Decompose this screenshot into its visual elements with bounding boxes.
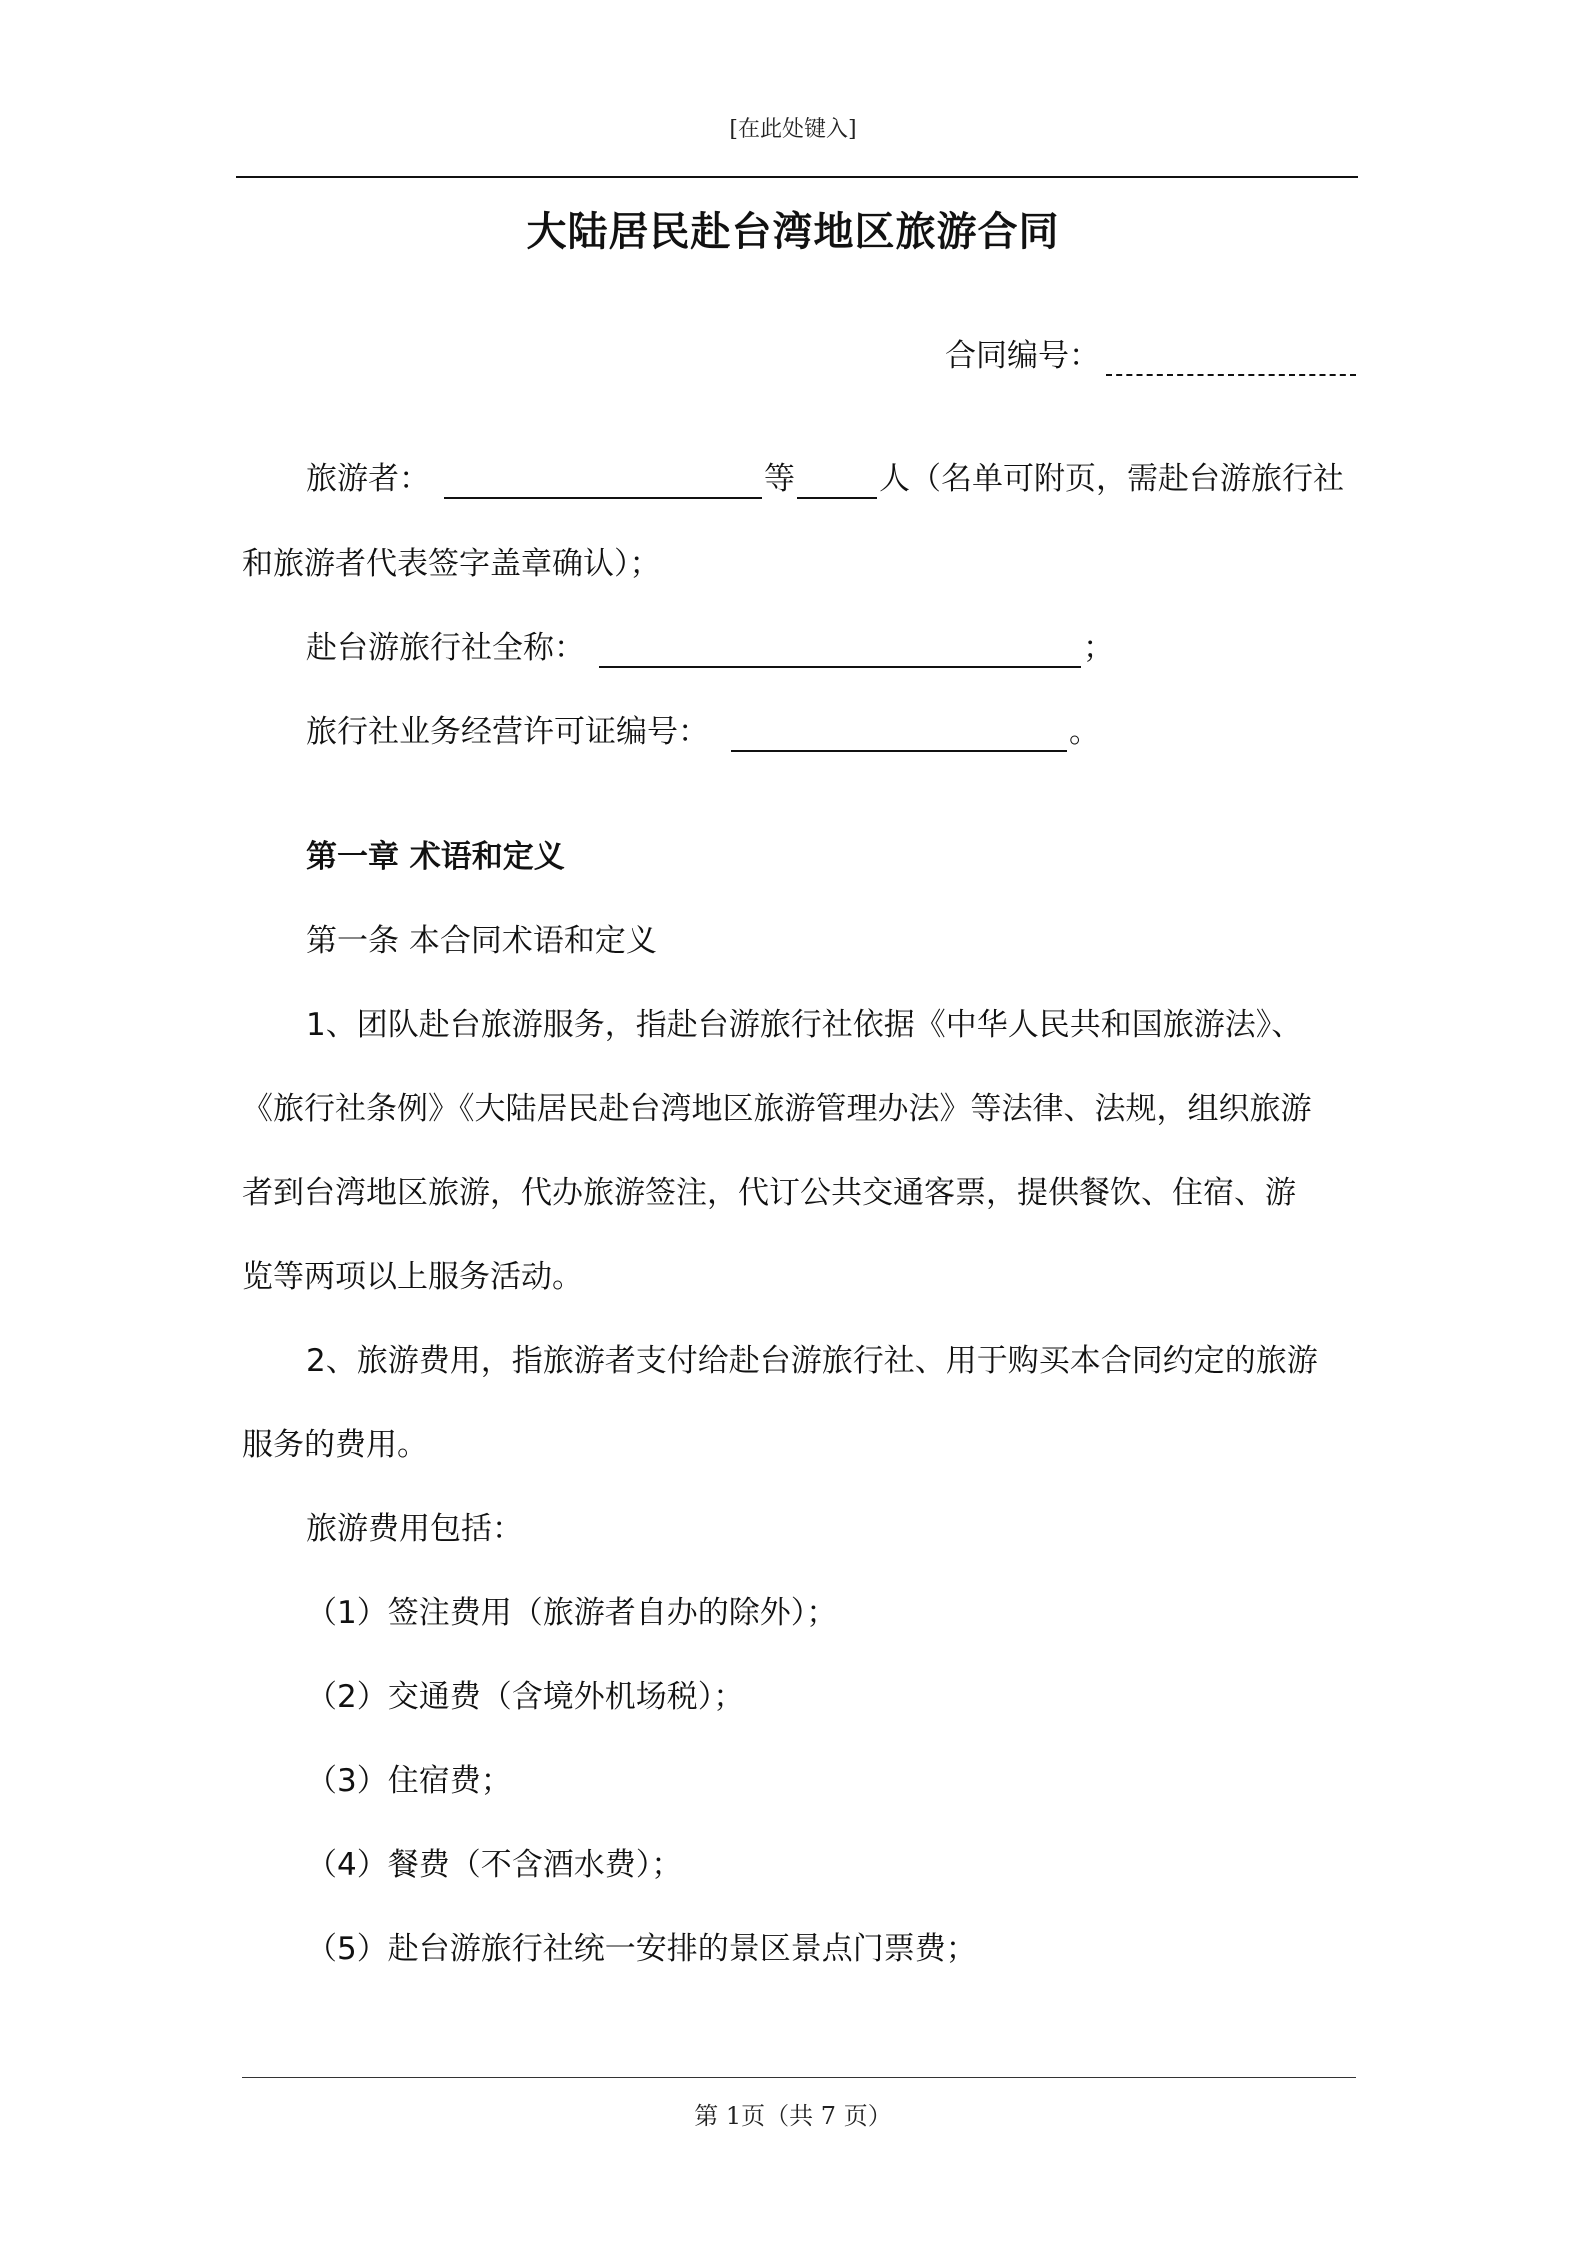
license-number-blank[interactable] <box>731 716 1067 752</box>
contract-number-blank[interactable] <box>1106 344 1356 376</box>
fee-item: （3）住宿费； <box>306 1763 512 1799</box>
license-label: 旅行社业务经营许可证编号： <box>306 714 709 750</box>
traveler-label: 旅游者： <box>306 461 430 497</box>
page-header: [在此处键入] <box>729 117 857 142</box>
traveler-line-2: 和旅游者代表签字盖章确认）； <box>242 546 661 582</box>
footer-divider <box>242 2077 1356 2078</box>
item1-line-4: 览等两项以上服务活动。 <box>242 1259 583 1295</box>
chapter-heading: 第一章 术语和定义 <box>306 839 565 875</box>
article-heading: 第一条 本合同术语和定义 <box>306 923 657 959</box>
license-end: 。 <box>1069 714 1100 750</box>
license-line <box>306 712 1100 752</box>
traveler-ren-rest: 人（名单可附页，需赴台游旅行社 <box>879 461 1344 497</box>
traveler-line <box>306 459 1344 499</box>
fee-item: （4）餐费（不含酒水费）； <box>306 1847 683 1883</box>
traveler-deng: 等 <box>764 461 795 497</box>
agency-name-label: 赴台游旅行社全称： <box>306 630 585 666</box>
item1-line-2: 《旅行社条例》《大陆居民赴台湾地区旅游管理办法》等法律、法规，组织旅游 <box>242 1091 1312 1127</box>
header-divider <box>236 176 1358 178</box>
item2-line-2: 服务的费用。 <box>242 1427 428 1463</box>
contract-number-label: 合同编号： <box>945 338 1100 374</box>
page-footer: 第 1页（共 7 页） <box>694 2102 892 2130</box>
fee-item: （1）签注费用（旅游者自办的除外）； <box>306 1595 838 1631</box>
item1-line-3: 者到台湾地区旅游，代办旅游签注，代订公共交通客票，提供餐饮、住宿、游 <box>242 1175 1296 1211</box>
agency-name-blank[interactable] <box>599 632 1081 668</box>
agency-name-end: ； <box>1083 630 1114 666</box>
item1-line-1: 1、团队赴台旅游服务，指赴台游旅行社依据《中华人民共和国旅游法》、 <box>306 1007 1303 1043</box>
agency-name-line <box>306 628 1114 668</box>
fees-intro: 旅游费用包括： <box>306 1511 523 1547</box>
fee-item: （2）交通费（含境外机场税）； <box>306 1679 745 1715</box>
fee-item: （5）赴台游旅行社统一安排的景区景点门票费； <box>306 1931 977 1967</box>
document-title: 大陆居民赴台湾地区旅游合同 <box>526 209 1060 255</box>
traveler-count-blank[interactable] <box>797 463 877 499</box>
traveler-name-blank[interactable] <box>444 463 762 499</box>
item2-line-1: 2、旅游费用，指旅游者支付给赴台游旅行社、用于购买本合同约定的旅游 <box>306 1343 1318 1379</box>
contract-number <box>945 336 1356 376</box>
